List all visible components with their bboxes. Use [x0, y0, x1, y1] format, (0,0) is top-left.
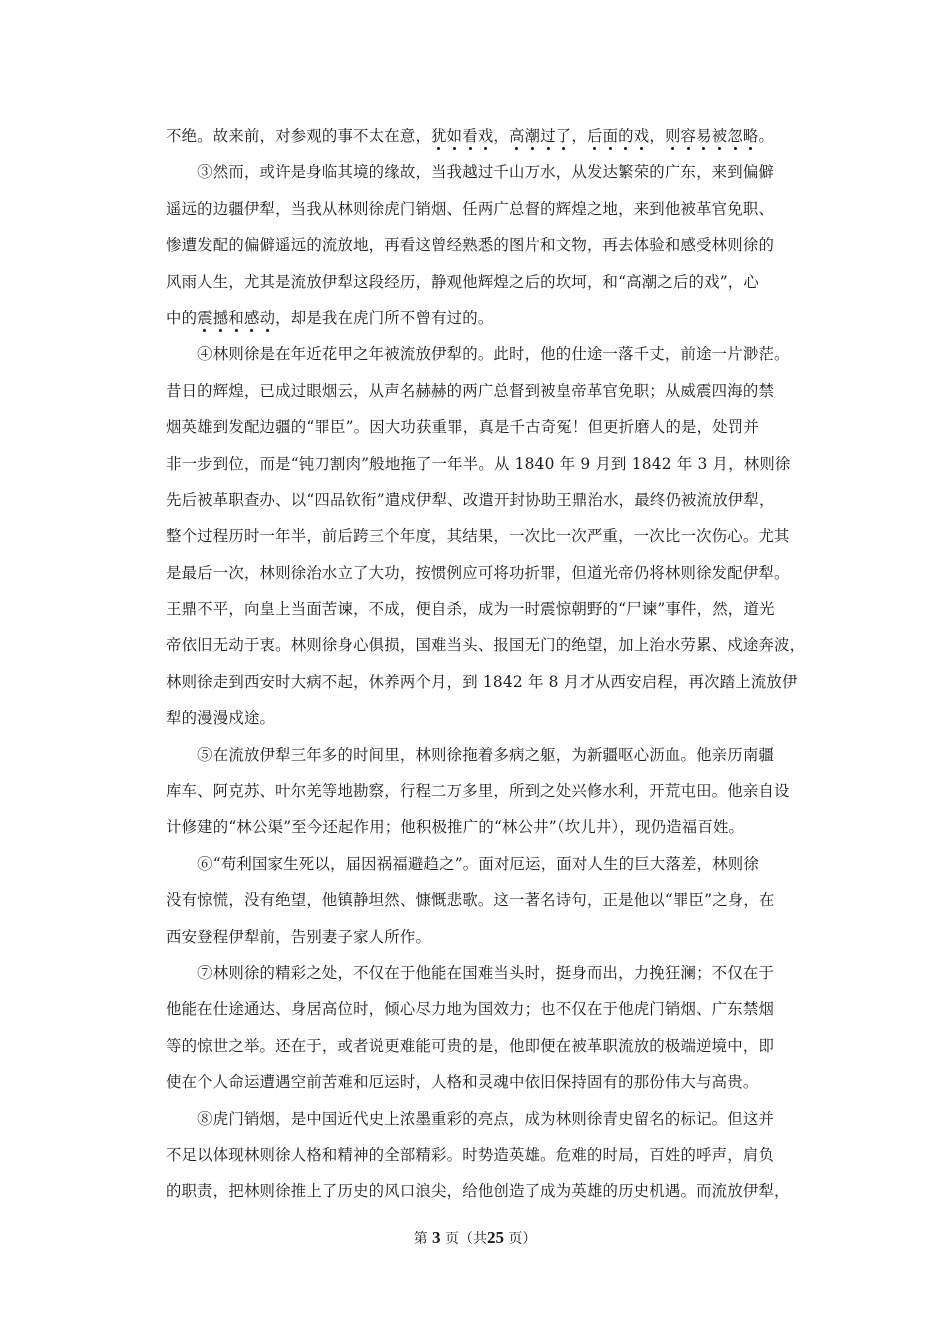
footer-middle: 页（共: [444, 1231, 487, 1247]
page-number: 3: [432, 1228, 441, 1247]
document-body: [166, 118, 812, 1210]
text-line: 计修建的“林公渠”至今还起作用；他积极推广的“林公井”（坎儿井），现仍造福百姓。: [166, 818, 745, 837]
text-line: 林则徐走到西安时大病不起，休养两个月，到 1842 年 8 月才从西安启程，再次踏上流放伊: [166, 672, 798, 691]
emphasized-text: [431, 127, 758, 145]
emphasis-char: 犹: [431, 127, 447, 145]
text-line: 帝依旧无动于衷。林则徐身心俱损，国难当头、报国无门的绝望，加上治水劳累、戍途奔波，: [166, 636, 806, 655]
emphasis-char: 则: [664, 127, 681, 145]
emphasis-char: 过: [540, 127, 556, 145]
emphasis-char: 看: [462, 127, 478, 145]
emphasis-char: 略: [742, 127, 759, 145]
emphasis-char: 被: [711, 127, 728, 145]
page-footer: [0, 1228, 950, 1249]
emphasis-char: 后: [586, 127, 603, 145]
text-line: 风雨人生，尤其是流放伊犁这段经历，静观他辉煌之后的坎坷，和“高潮之后的戏”，心: [166, 272, 759, 291]
text-segment: 不绝。故来前，对参观的事不太在意，: [166, 127, 432, 145]
text-line: ④林则徐是在年近花甲之年被流放伊犁的。此时，他的仕途一落千丈，前途一片渺茫。: [166, 345, 790, 364]
text-segment: 中的: [166, 308, 198, 327]
emphasis-char: 感: [243, 308, 260, 327]
text-line: 不足以体现林则徐人格和精神的全部精彩。时势造英雄。危难的时局，百姓的呼声，肩负: [166, 1145, 775, 1164]
text-line: ⑧虎门销烟，是中国近代史上浓墨重彩的亮点，成为林则徐青史留名的标记。但这并: [166, 1109, 775, 1128]
total-pages: 25: [486, 1228, 504, 1247]
emphasis-char: 易: [696, 127, 712, 145]
text-segment: ，却是我在虎门所不曾有过的。: [275, 308, 494, 327]
text-line: 库车、阿克苏、叶尔羌等地勘察，行程二万多里，所到之处兴修水利，开荒屯田。他亲自设: [166, 782, 790, 801]
emphasis-char: 了: [555, 127, 572, 145]
text-line: 等的惊世之举。还在于，或者说更难能可贵的是，他即便在被革职流放的极端逆境中，即: [166, 1036, 775, 1055]
text-line: [166, 118, 812, 154]
emphasis-char: 震: [197, 308, 213, 327]
text-segment: 。: [758, 127, 775, 145]
text-line: 昔日的辉煌，已成过眼烟云，从声名赫赫的两广总督到被皇帝革官免职；从威震四海的禁: [166, 381, 775, 400]
emphasis-char: ，: [571, 127, 587, 145]
emphasis-char: 忽: [727, 127, 743, 145]
text-line: 使在个人命运遭遇空前苦难和厄运时，人格和灵魂中依旧保持固有的那份伟大与高贵。: [166, 1073, 759, 1092]
emphasis-char: 戏: [633, 127, 650, 145]
emphasis-char: 戏: [477, 127, 494, 145]
text-line: 烟英雄到发配边疆的“罪臣”。因大功获重罪，真是千古奇冤！但更折磨人的是，处罚并: [166, 418, 759, 437]
text-line: 惨遭发配的偏僻遥远的流放地，再看这曾经熟悉的图片和文物，再去体验和感受林则徐的: [166, 236, 775, 255]
text-line: 他能在仕途通达、身居高位时，倾心尽力地为国效力；也不仅在于他虎门销烟、广东禁烟: [166, 1000, 775, 1019]
emphasis-char: 撼: [212, 308, 229, 327]
text-line: 整个过程历时一年半，前后跨三个年度，其结果，一次比一次严重，一次比一次伤心。尤其: [166, 527, 790, 546]
emphasis-char: 潮: [524, 127, 541, 145]
emphasized-text: [197, 309, 275, 327]
text-line: ⑦林则徐的精彩之处，不仅在于他能在国难当头时，挺身而出，力挽狂澜；不仅在于: [166, 963, 775, 982]
emphasis-char: ，: [649, 127, 665, 145]
text-line: 没有惊慌，没有绝望，他镇静坦然、慷慨悲歌。这一著名诗句，正是他以“罪臣”之身，在: [166, 891, 775, 910]
text-line: 非一步到位，而是“钝刀割肉”般地拖了一年半。从 1840 年 9 月到 1842 年 3 月，林则徐: [166, 454, 791, 473]
text-line: ③然而，或许是身临其境的缘故，当我越过千山万水，从发达繁荣的广东，来到偏僻: [166, 163, 775, 182]
emphasis-char: 动: [259, 308, 276, 327]
text-line: [166, 300, 812, 336]
text-line: 王鼎不平，向皇上当面苦谏，不成，便自杀，成为一时震惊朝野的“尸谏”事件，然，道光: [166, 600, 775, 619]
emphasis-char: 容: [680, 127, 697, 145]
text-line: ⑤在流放伊犁三年多的时间里，林则徐拖着多病之躯，为新疆呕心沥血。他亲历南疆: [166, 745, 775, 764]
emphasis-char: 如: [446, 127, 463, 145]
text-line: ⑥“苟利国家生死以，届因祸福避趋之”。面对厄运，面对人生的巨大落差，林则徐: [166, 854, 759, 873]
text-line: 先后被革职查办、以“四品钦衔”遣戍伊犁、改遣开封协助王鼎治水，最终仍被流放伊犁，: [166, 490, 775, 509]
text-line: 是最后一次，林则徐治水立了大功，按惯例应可将功折罪，但道光帝仍将林则徐发配伊犁。: [166, 563, 790, 582]
emphasis-char: 面: [602, 127, 619, 145]
text-line: 西安登程伊犁前，告别妻子家人所作。: [166, 927, 432, 946]
text-line: 犁的漫漫戍途。: [166, 709, 276, 728]
emphasis-char: 和: [228, 308, 244, 327]
emphasis-char: ，: [493, 127, 510, 145]
footer-suffix: 页）: [508, 1231, 537, 1247]
text-line: 的职责，把林则徐推上了历史的风口浪尖，给他创造了成为英雄的历史机遇。而流放伊犁，: [166, 1182, 790, 1201]
footer-prefix: 第: [413, 1231, 428, 1247]
text-line: 遥远的边疆伊犁，当我从林则徐虎门销烟、任两广总督的辉煌之地，来到他被革官免职、: [166, 199, 775, 218]
emphasis-char: 的: [618, 127, 634, 145]
emphasis-char: 高: [509, 127, 525, 145]
